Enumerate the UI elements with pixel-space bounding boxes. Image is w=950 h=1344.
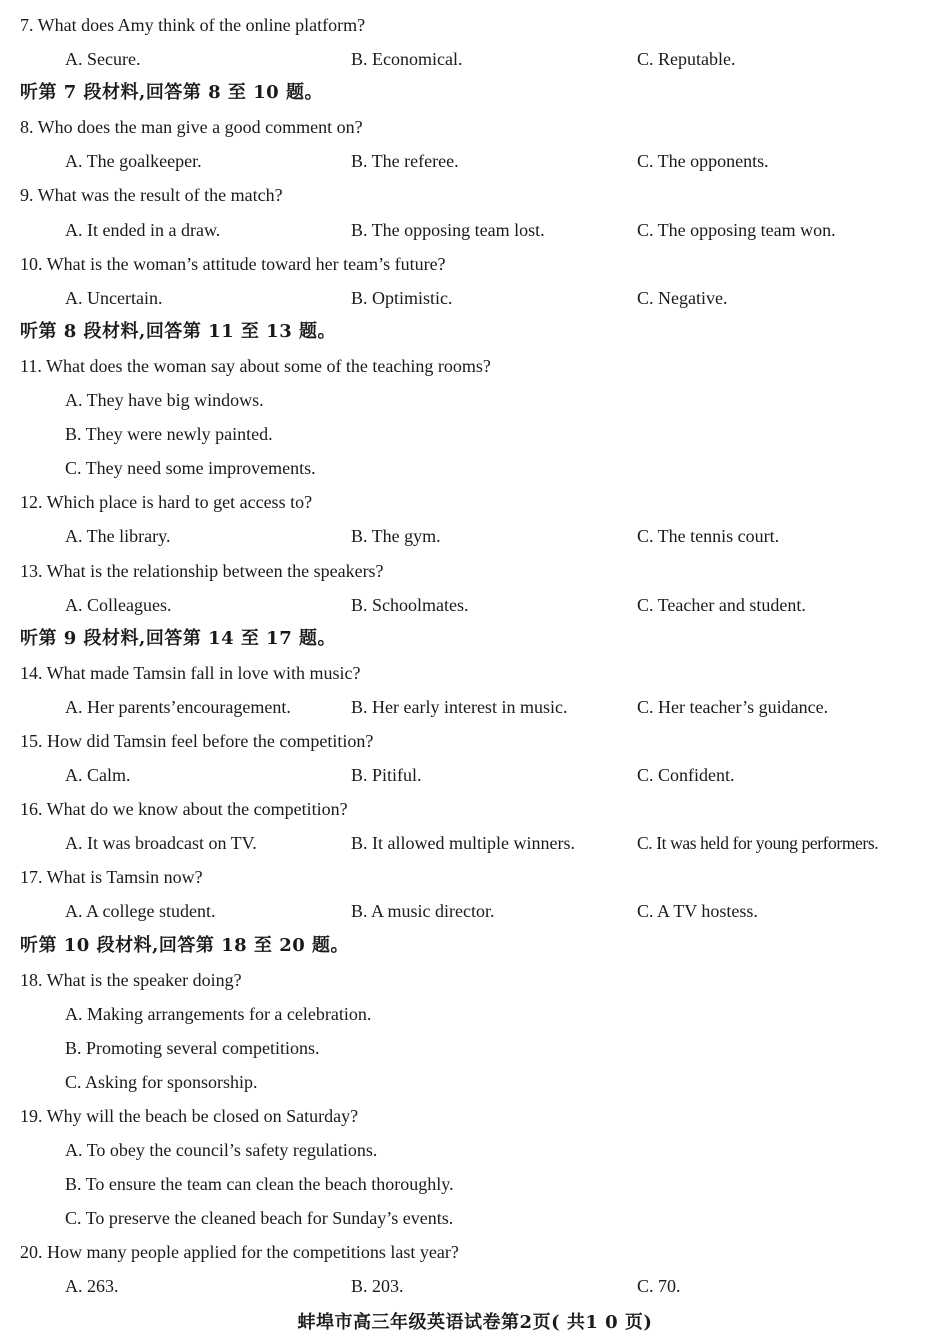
question-17: 17. What is Tamsin now? — [20, 867, 203, 888]
options-14 — [0, 690, 950, 724]
option-c: C. The opponents. — [637, 151, 769, 172]
option-a: A. It ended in a draw. — [65, 219, 221, 240]
option-a: A. Colleagues. — [65, 594, 172, 615]
option-11-b: B. They were newly painted. — [65, 424, 273, 445]
question-9: 9. What was the result of the match? — [20, 185, 283, 206]
question-10: 10. What is the woman’s attitude toward her team’s future? — [20, 253, 446, 274]
option-b: B. The gym. — [351, 526, 441, 547]
options-16 — [0, 826, 950, 860]
option-18-c: C. Asking for sponsorship. — [65, 1071, 258, 1092]
option-b: B. It allowed multiple winners. — [351, 833, 575, 854]
question-13: 13. What is the relationship between the speakers? — [20, 560, 384, 581]
option-c: C. Reputable. — [637, 49, 736, 70]
option-c: C. Teacher and student. — [637, 594, 806, 615]
options-10 — [0, 281, 950, 315]
option-19-c: C. To preserve the cleaned beach for Sunday’s events. — [65, 1208, 454, 1229]
option-c: C. Her teacher’s guidance. — [637, 696, 829, 717]
option-b: B. Schoolmates. — [351, 594, 469, 615]
options-8 — [0, 144, 950, 178]
option-b: B. The opposing team lost. — [351, 219, 545, 240]
section-heading-10: 听第 10 段材料,回答第 18 至 20 题。 — [20, 934, 350, 956]
question-19: 19. Why will the beach be closed on Saturday? — [20, 1106, 359, 1126]
option-b: B. Economical. — [351, 49, 463, 70]
question-12: 12. Which place is hard to get access to? — [20, 492, 313, 513]
option-18-a: A. Making arrangements for a celebration. — [65, 1003, 372, 1024]
option-b: B. 203. — [351, 1276, 404, 1297]
question-7: 7. What does Amy think of the online platform? — [20, 15, 366, 35]
option-11-a: A. They have big windows. — [65, 390, 264, 411]
option-a: A. Her parents’encouragement. — [65, 696, 291, 717]
option-19-a: A. To obey the council’s safety regulations. — [65, 1140, 378, 1161]
options-7 — [0, 42, 950, 76]
option-b: B. The referee. — [351, 151, 459, 172]
option-c: C. The opposing team won. — [637, 219, 836, 240]
options-9 — [0, 213, 950, 247]
question-8: 8. Who does the man give a good comment on? — [20, 117, 363, 138]
section-heading-8: 听第 8 段材料,回答第 11 至 13 题。 — [20, 320, 336, 342]
option-a: A. A college student. — [65, 901, 216, 922]
question-18: 18. What is the speaker doing? — [20, 969, 242, 990]
question-11: 11. What does the woman say about some of the teaching rooms? — [20, 355, 491, 376]
exam-page — [0, 8, 950, 1304]
options-20 — [0, 1269, 950, 1303]
option-c: C. Negative. — [637, 287, 728, 308]
option-c: C. 70. — [637, 1276, 681, 1297]
option-a: A. The goalkeeper. — [65, 151, 202, 172]
options-12 — [0, 519, 950, 553]
question-20: 20. How many people applied for the competitions last year? — [20, 1242, 459, 1263]
option-a: A. 263. — [65, 1276, 119, 1297]
page-footer: 蚌埠市高三年级英语试卷第2页( 共1 0 页) — [297, 1312, 653, 1333]
question-16: 16. What do we know about the competition? — [20, 799, 348, 820]
option-a: A. Uncertain. — [65, 287, 163, 308]
option-18-b: B. Promoting several competitions. — [65, 1037, 320, 1058]
question-14: 14. What made Tamsin fall in love with music? — [20, 662, 361, 683]
options-15 — [0, 758, 950, 792]
options-17 — [0, 894, 950, 928]
question-15: 15. How did Tamsin feel before the competition? — [20, 730, 374, 751]
section-heading-7: 听第 7 段材料,回答第 8 至 10 题。 — [20, 82, 323, 104]
option-b: B. A music director. — [351, 901, 495, 922]
option-b: B. Her early interest in music. — [351, 696, 568, 717]
option-c: C. The tennis court. — [637, 526, 780, 547]
option-a: A. The library. — [65, 526, 171, 547]
options-13 — [0, 588, 950, 622]
option-c: C. A TV hostess. — [637, 901, 758, 922]
option-b: B. Pitiful. — [351, 765, 422, 786]
option-c: C. It was held for young performers. — [637, 833, 879, 854]
option-a: A. Calm. — [65, 765, 131, 786]
section-heading-9: 听第 9 段材料,回答第 14 至 17 题。 — [20, 627, 336, 649]
option-a: A. Secure. — [65, 49, 141, 70]
option-a: A. It was broadcast on TV. — [65, 833, 257, 854]
option-b: B. Optimistic. — [351, 287, 453, 308]
option-19-b: B. To ensure the team can clean the beach thoroughly. — [65, 1174, 454, 1195]
option-11-c: C. They need some improvements. — [65, 458, 316, 479]
option-c: C. Confident. — [637, 765, 735, 786]
